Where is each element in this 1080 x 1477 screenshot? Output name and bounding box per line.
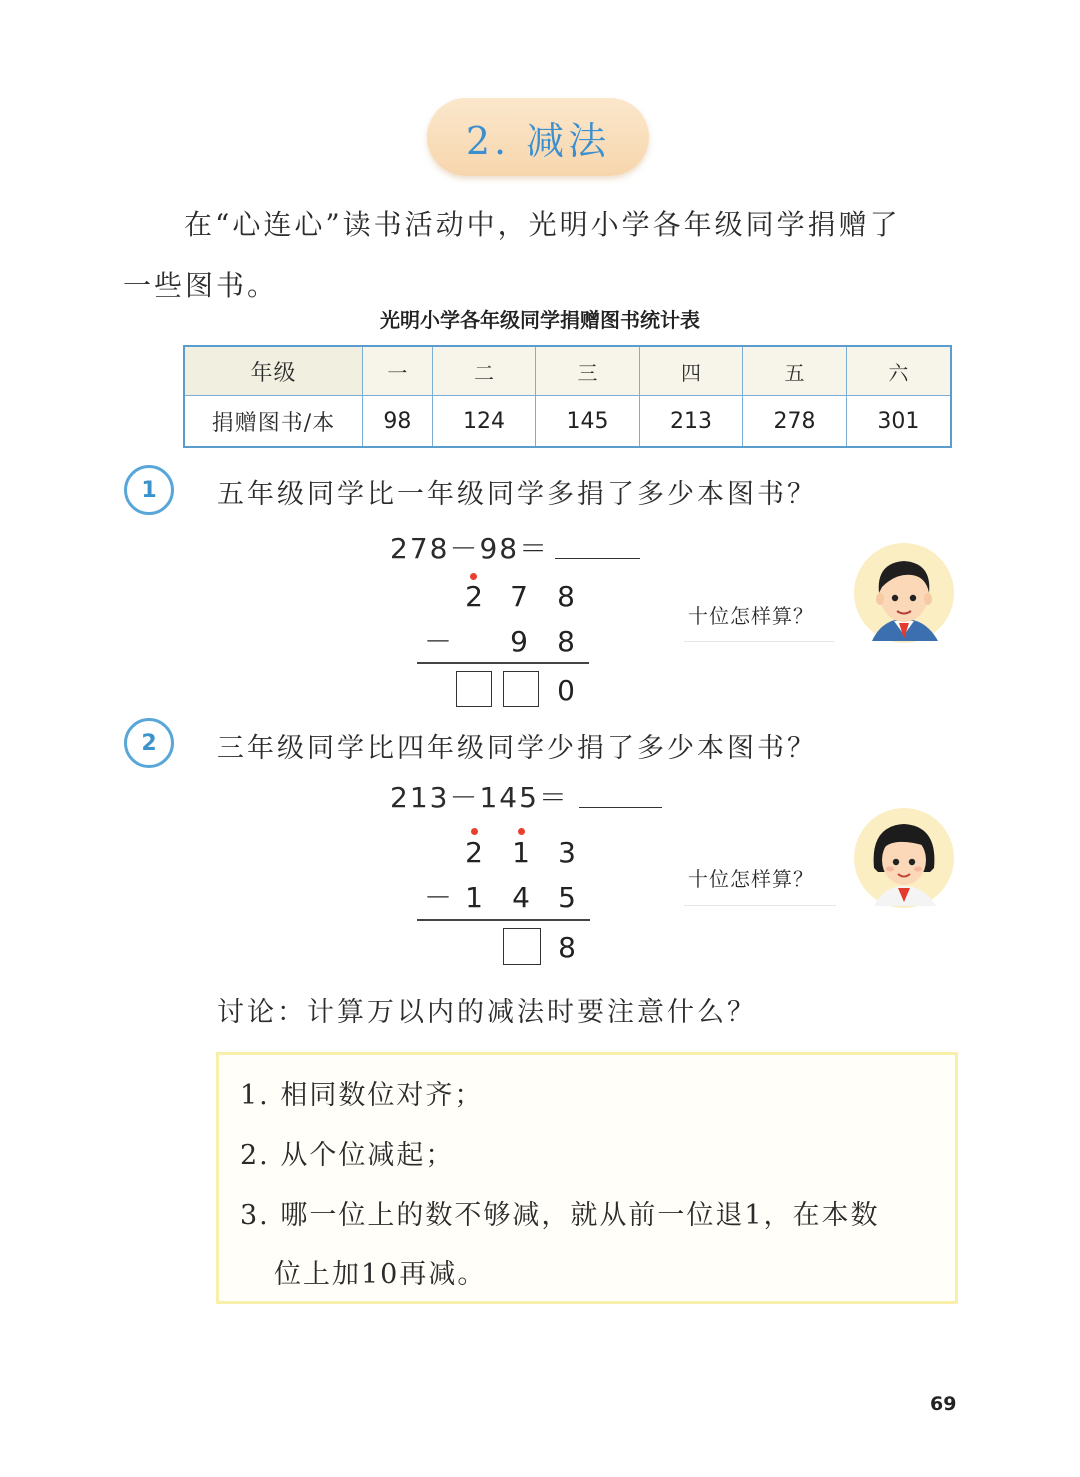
grade-cell: 一: [363, 346, 433, 396]
grade-cell: 三: [536, 346, 639, 396]
books-cell: 213: [639, 396, 742, 448]
q1-answer-box-tens[interactable]: [503, 671, 539, 707]
q1-bottom-tens: 9: [510, 625, 528, 658]
question-2-number: 2: [124, 718, 174, 768]
intro-line-2: 一些图书。: [123, 269, 279, 302]
page-number: 69: [930, 1393, 957, 1415]
q2-result-ones: 8: [558, 931, 576, 964]
bubble-tail: [684, 905, 836, 906]
q1-top-hundreds: 2: [465, 580, 483, 613]
boy-avatar: [852, 543, 956, 643]
q1-minus-sign: －: [423, 625, 452, 658]
q2-bottom-ones: 5: [558, 881, 576, 914]
table-header-books: 捐赠图书/本: [184, 396, 363, 448]
table-row-books: [184, 396, 951, 448]
grade-cell: 四: [639, 346, 742, 396]
question-1-number: 1: [124, 465, 174, 515]
question-2-text: 三年级同学比四年级同学少捐了多少本图书？: [217, 733, 817, 764]
borrow-dot: [471, 828, 478, 835]
donation-table: [183, 345, 952, 448]
q2-top-hundreds: 2: [465, 836, 483, 869]
q1-top-tens: 7: [510, 580, 528, 613]
q1-speech-bubble: 十位怎样算？: [688, 604, 814, 628]
q1-result-rule: [417, 662, 589, 664]
grade-cell: 五: [743, 346, 846, 396]
books-cell: 98: [363, 396, 433, 448]
q1-bottom-ones: 8: [557, 625, 575, 658]
q1-top-ones: 8: [557, 580, 575, 613]
q2-answer-box-tens[interactable]: [503, 928, 541, 965]
q2-top-tens: 1: [512, 836, 530, 869]
q2-speech-bubble: 十位怎样算？: [688, 867, 814, 891]
summary-item-1: 1. 相同数位对齐；: [240, 1080, 484, 1111]
summary-item-3-line-2: 位上加10再减。: [274, 1259, 487, 1290]
summary-item-2: 2. 从个位减起；: [240, 1140, 455, 1171]
q1-answer-box-hundreds[interactable]: [456, 671, 492, 707]
intro-line-1: 在“心连心”读书活动中，光明小学各年级同学捐赠了: [184, 208, 901, 241]
discussion-prompt: 讨论：计算万以内的减法时要注意什么？: [217, 997, 757, 1028]
books-cell: 124: [432, 396, 535, 448]
table-title: 光明小学各年级同学捐赠图书统计表: [380, 308, 700, 332]
summary-item-3-line-1: 3. 哪一位上的数不够减，就从前一位退1，在本数: [240, 1200, 880, 1231]
books-cell: 278: [743, 396, 846, 448]
bubble-tail: [684, 641, 834, 642]
question-1-text: 五年级同学比一年级同学多捐了多少本图书？: [217, 479, 817, 510]
q2-bottom-hundreds: 1: [465, 881, 483, 914]
table-header-grade: 年级: [184, 346, 363, 396]
q2-result-rule: [417, 919, 590, 921]
grade-cell: 六: [846, 346, 951, 396]
table-row-grades: [184, 346, 951, 396]
borrow-dot: [518, 828, 525, 835]
question-2-equation: 213－145＝: [390, 781, 569, 814]
question-2-answer-blank: [579, 807, 662, 808]
girl-avatar: [852, 808, 956, 908]
grade-cell: 二: [432, 346, 535, 396]
question-1-answer-blank: [555, 558, 640, 559]
books-cell: 301: [846, 396, 951, 448]
q2-top-ones: 3: [558, 836, 576, 869]
books-cell: 145: [536, 396, 639, 448]
q1-result-ones: 0: [557, 674, 575, 707]
q2-bottom-tens: 4: [512, 881, 530, 914]
borrow-dot: [470, 573, 477, 580]
section-title: 2. 减法: [427, 98, 649, 176]
question-1-equation: 278－98＝: [390, 532, 550, 565]
q2-minus-sign: －: [423, 881, 452, 914]
